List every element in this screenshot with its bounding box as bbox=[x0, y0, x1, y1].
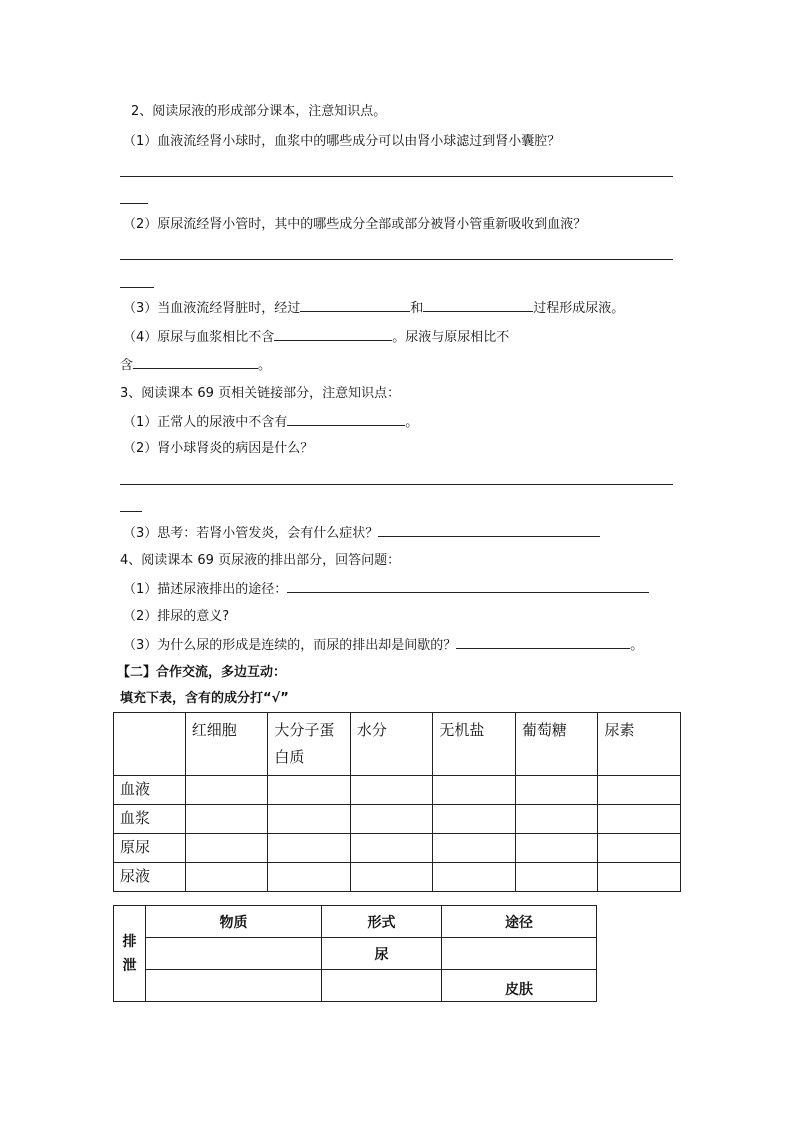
answer-line-end bbox=[120, 511, 142, 512]
q4-q3-text-a: （3）为什么尿的形成是连续的，而尿的排出却是间歇的？ bbox=[123, 638, 457, 653]
col-header-line2: 白质 bbox=[274, 748, 305, 766]
col-header: 葡萄糖 bbox=[515, 713, 598, 776]
q2-title: 2、阅读尿液的形成部分课本，注意知识点。 bbox=[131, 104, 387, 119]
check-cell[interactable] bbox=[268, 805, 351, 834]
q2-q3-text-a: （3）当血液流经肾脏时，经过 bbox=[123, 301, 301, 316]
answer-line[interactable] bbox=[120, 176, 673, 177]
answer-line-end bbox=[120, 287, 154, 288]
blank-cell[interactable] bbox=[442, 938, 597, 970]
check-cell[interactable] bbox=[433, 776, 516, 805]
answer-line[interactable] bbox=[120, 259, 673, 260]
col-header: 红细胞 bbox=[185, 713, 268, 776]
check-cell[interactable] bbox=[515, 834, 598, 863]
q2-q4-text-c: 含 bbox=[120, 358, 134, 373]
q2-question-4-cont bbox=[120, 356, 271, 375]
check-cell[interactable] bbox=[350, 863, 433, 892]
q2-q3-text-c: 过程形成尿液。 bbox=[533, 301, 625, 316]
blank-4[interactable] bbox=[133, 356, 258, 369]
table-row bbox=[114, 938, 597, 970]
check-cell[interactable] bbox=[185, 805, 268, 834]
blank-cell[interactable] bbox=[146, 938, 322, 970]
q4-q3-text-b: 。 bbox=[630, 638, 644, 653]
blank-8[interactable] bbox=[456, 636, 630, 649]
col-header: 水分 bbox=[350, 713, 433, 776]
blank-cell[interactable] bbox=[146, 970, 322, 1002]
check-cell[interactable] bbox=[433, 834, 516, 863]
check-cell[interactable] bbox=[350, 776, 433, 805]
section-heading: 【二】合作交流，多边互动： bbox=[117, 665, 287, 680]
q3-title: 3、阅读课本 69 页相关链接部分，注意知识点： bbox=[120, 386, 401, 401]
side-label bbox=[114, 906, 146, 1002]
row-label: 血液 bbox=[114, 776, 186, 805]
col-header: 形式 bbox=[322, 906, 442, 938]
form-cell: 尿 bbox=[322, 938, 442, 970]
route-cell: 皮肤 bbox=[442, 970, 597, 1002]
col-header: 无机盐 bbox=[433, 713, 516, 776]
check-cell[interactable] bbox=[598, 776, 681, 805]
q2-question-1: （1）血液流经肾小球时，血浆中的哪些成分可以由肾小球滤过到肾小囊腔？ bbox=[123, 134, 561, 149]
q2-question-4 bbox=[123, 328, 509, 347]
blank-6[interactable] bbox=[378, 524, 600, 537]
q4-question-3 bbox=[123, 636, 643, 655]
check-cell[interactable] bbox=[433, 863, 516, 892]
q3-question-3 bbox=[123, 524, 600, 543]
check-cell[interactable] bbox=[268, 863, 351, 892]
q2-question-2: （2）原尿流经肾小管时，其中的哪些成分全部或部分被肾小管重新吸收到血液？ bbox=[123, 217, 587, 232]
check-cell[interactable] bbox=[268, 834, 351, 863]
check-cell[interactable] bbox=[185, 834, 268, 863]
check-cell[interactable] bbox=[515, 776, 598, 805]
table-row bbox=[114, 805, 681, 834]
q3-q3-text: （3）思考：若肾小管发炎，会有什么症状？ bbox=[123, 526, 379, 541]
col-header: 尿素 bbox=[598, 713, 681, 776]
table-instruction: 填充下表，含有的成分打“√” bbox=[120, 691, 289, 706]
table-corner-cell bbox=[114, 713, 186, 776]
table-row bbox=[114, 863, 681, 892]
check-cell[interactable] bbox=[185, 776, 268, 805]
composition-table bbox=[113, 712, 681, 892]
q2-q3-text-b: 和 bbox=[410, 301, 424, 316]
q4-title: 4、阅读课本 69 页尿液的排出部分，回答问题： bbox=[120, 553, 401, 568]
col-header: 物质 bbox=[146, 906, 322, 938]
side-label-char: 泄 bbox=[122, 957, 137, 974]
answer-line[interactable] bbox=[120, 484, 673, 485]
q4-q1-text: （1）描述尿液排出的途径： bbox=[123, 582, 288, 597]
q2-q4-text-b: 。尿液与原尿相比不 bbox=[392, 330, 510, 345]
check-cell[interactable] bbox=[433, 805, 516, 834]
check-cell[interactable] bbox=[598, 834, 681, 863]
row-label: 原尿 bbox=[114, 834, 186, 863]
blank-cell[interactable] bbox=[322, 970, 442, 1002]
check-cell[interactable] bbox=[268, 776, 351, 805]
q3-question-2: （2）肾小球肾炎的病因是什么？ bbox=[123, 441, 314, 456]
q2-q4-text-d: 。 bbox=[258, 358, 272, 373]
row-label: 血浆 bbox=[114, 805, 186, 834]
col-header: 途径 bbox=[442, 906, 597, 938]
col-header bbox=[268, 713, 351, 776]
check-cell[interactable] bbox=[350, 834, 433, 863]
q2-question-3 bbox=[123, 299, 624, 318]
check-cell[interactable] bbox=[350, 805, 433, 834]
check-cell[interactable] bbox=[515, 805, 598, 834]
row-label: 尿液 bbox=[114, 863, 186, 892]
q3-q1-text-b: 。 bbox=[405, 415, 419, 430]
q3-question-1 bbox=[123, 413, 418, 432]
blank-7[interactable] bbox=[287, 580, 649, 593]
check-cell[interactable] bbox=[598, 805, 681, 834]
excretion-table bbox=[113, 905, 597, 1002]
table-row bbox=[114, 776, 681, 805]
table-row bbox=[114, 834, 681, 863]
q3-q1-text-a: （1）正常人的尿液中不含有 bbox=[123, 415, 288, 430]
q2-q4-text-a: （4）原尿与血浆相比不含 bbox=[123, 330, 275, 345]
blank-1[interactable] bbox=[300, 299, 410, 312]
side-label-char: 排 bbox=[122, 933, 137, 950]
check-cell[interactable] bbox=[515, 863, 598, 892]
check-cell[interactable] bbox=[185, 863, 268, 892]
answer-line-end bbox=[120, 203, 148, 204]
blank-5[interactable] bbox=[287, 413, 405, 426]
blank-2[interactable] bbox=[423, 299, 533, 312]
blank-3[interactable] bbox=[274, 328, 392, 341]
col-header-line1: 大分子蛋 bbox=[274, 721, 335, 739]
check-cell[interactable] bbox=[598, 863, 681, 892]
q4-question-2: （2）排尿的意义? bbox=[123, 609, 230, 624]
table-row bbox=[114, 970, 597, 1002]
q4-question-1 bbox=[123, 580, 649, 599]
